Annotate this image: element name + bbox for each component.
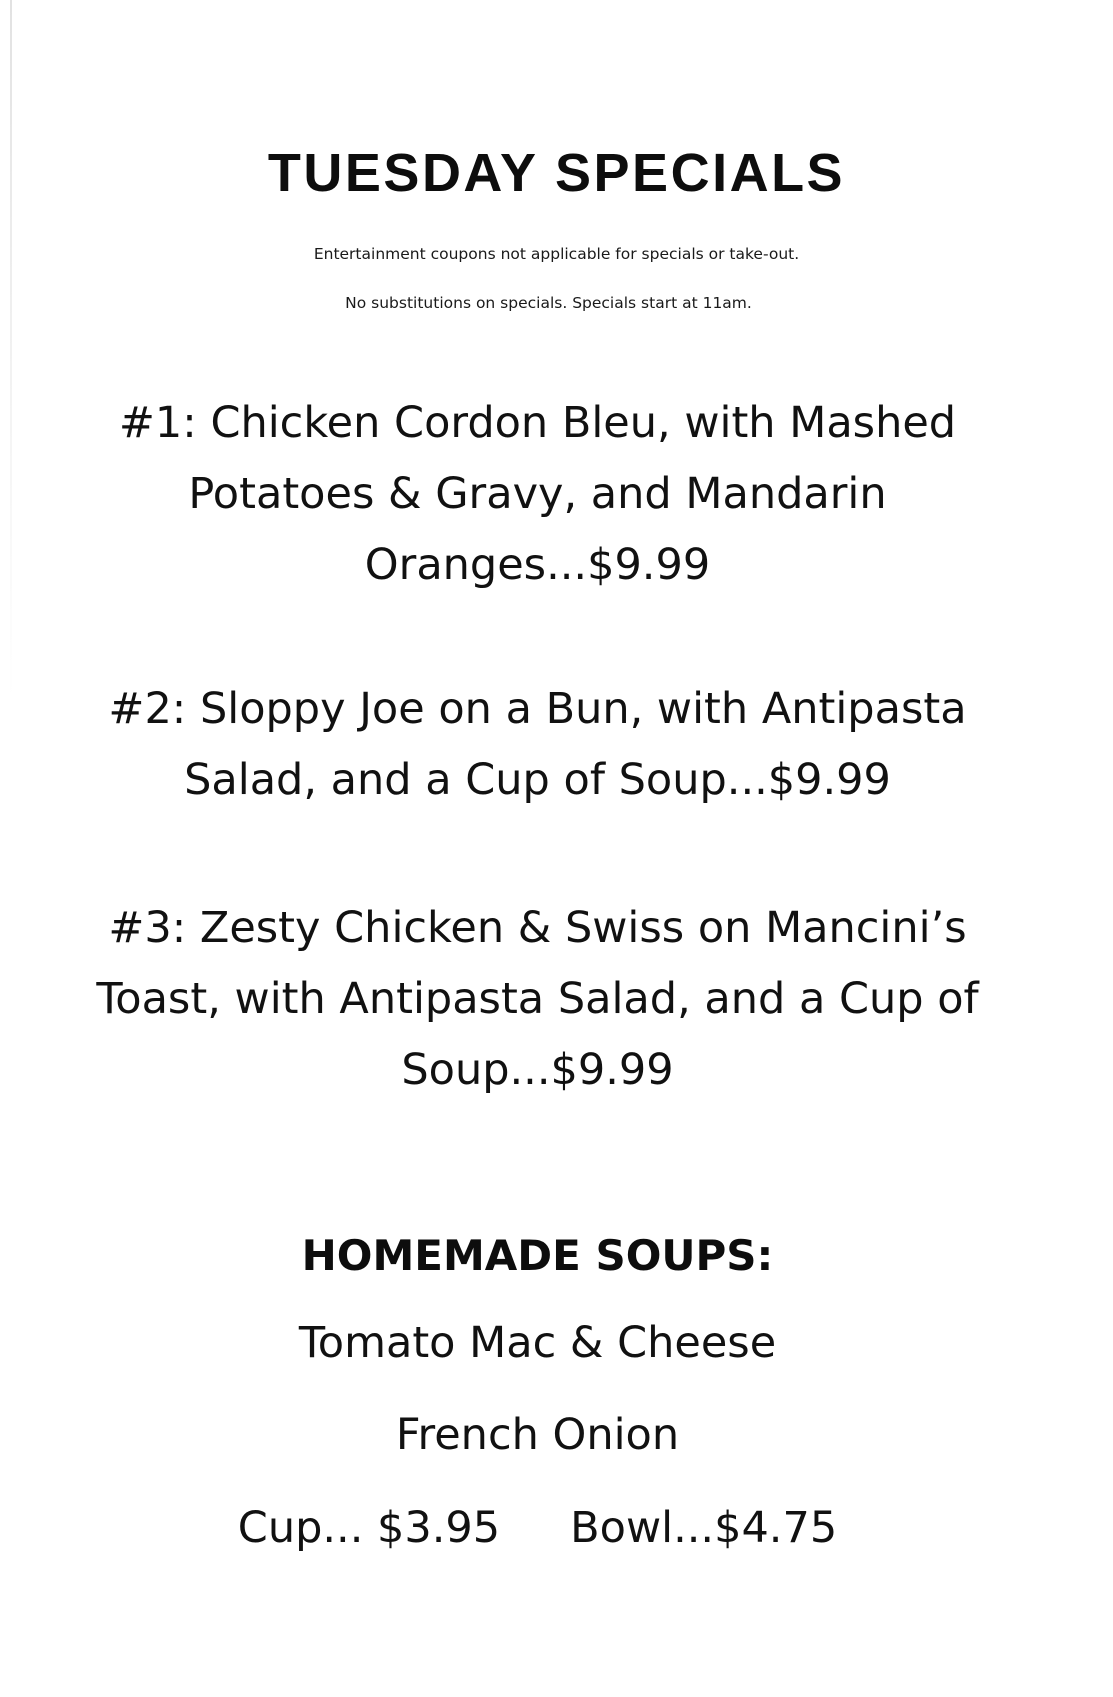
page-edge-shadow	[10, 0, 12, 700]
soup-prices	[0, 1500, 1075, 1556]
notice-substitutions: No substitutions on specials. Specials start at 11am.	[345, 294, 752, 312]
special-item-2: #2: Sloppy Joe on a Bun, with Antipasta Salad, and a Cup of Soup...$9.99	[108, 684, 967, 805]
menu-title: TUESDAY SPECIALS	[267, 143, 846, 203]
special-item-3: #3: Zesty Chicken & Swiss on Mancini’s Toast, with Antipasta Salad, and a Cup of Soup...$9.99	[96, 903, 979, 1095]
notice-coupons: Entertainment coupons not applicable for specials or take-out.	[313, 245, 800, 263]
soup-item-1: Tomato Mac & Cheese	[298, 1318, 777, 1368]
soups-heading: HOMEMADE SOUPS:	[301, 1231, 774, 1280]
soup-item-2: French Onion	[395, 1410, 680, 1460]
bowl-price: Bowl...$4.75	[570, 1503, 838, 1553]
special-item-1: #1: Chicken Cordon Bleu, with Mashed Potatoes & Gravy, and Mandarin Oranges...$9.99	[118, 398, 957, 590]
cup-price: Cup... $3.95	[237, 1503, 501, 1553]
